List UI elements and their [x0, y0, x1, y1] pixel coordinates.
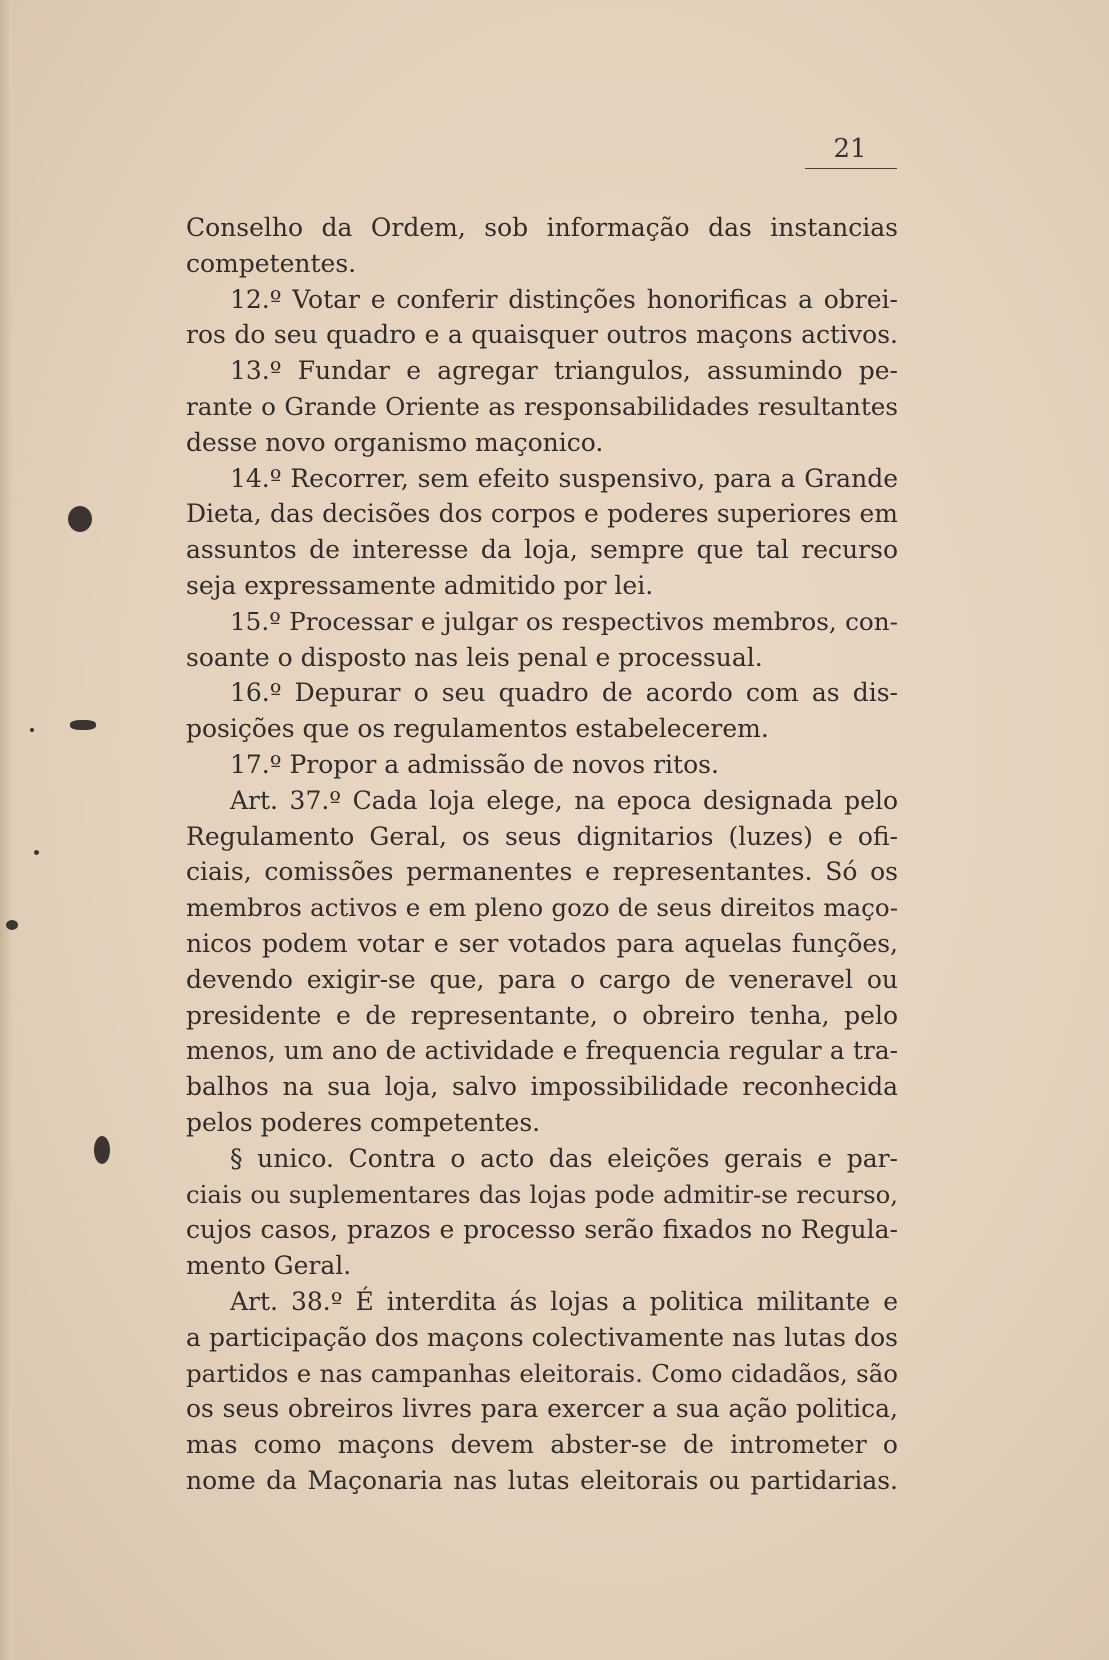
text-line: menos, um ano de actividade e frequencia regular a tra- [186, 1036, 898, 1066]
text-line: 16.º Depurar o seu quadro de acordo com as dis- [230, 678, 898, 708]
text-line: Art. 37.º Cada loja elege, na epoca designada pelo [230, 785, 898, 815]
ink-blot-1 [68, 506, 92, 532]
text-line: devendo exigir-se que, para o cargo de veneravel ou [186, 964, 898, 994]
text-line: posições que os regulamentos estabelecerem. [186, 714, 769, 744]
text-line: assuntos de interesse da loja, sempre que tal recurso [186, 535, 898, 565]
text-line: os seus obreiros livres para exercer a sua ação politica, [186, 1394, 898, 1424]
text-line: mas como maçons devem abster-se de intrometer o [186, 1430, 898, 1460]
page-number: 21 [833, 134, 867, 164]
page-number-rule [805, 168, 897, 169]
body-text [186, 210, 898, 1499]
text-line: partidos e nas campanhas eleitorais. Como cidadãos, são [186, 1358, 898, 1388]
text-line: seja expressamente admitido por lei. [186, 570, 654, 600]
text-line: Regulamento Geral, os seus dignitarios (luzes) e ofi- [186, 821, 898, 851]
text-line: cujos casos, prazos e processo serão fixados no Regula- [186, 1215, 898, 1245]
text-line: mento Geral. [186, 1251, 352, 1281]
ink-blot-2 [70, 720, 96, 730]
text-line: Dieta, das decisões dos corpos e poderes superiores em [186, 499, 898, 529]
text-line: 12.º Votar e conferir distinções honorificas a obrei- [230, 284, 898, 314]
text-line: 15.º Processar e julgar os respectivos membros, con- [230, 606, 898, 636]
text-line: ciais, comissões permanentes e representantes. Só os [186, 857, 898, 887]
text-line: rante o Grande Oriente as responsabilidades resultantes [186, 391, 898, 421]
text-line: 14.º Recorrer, sem efeito suspensivo, para a Grande [230, 463, 898, 493]
ink-dot-2 [30, 728, 34, 732]
ink-blot-4 [6, 920, 18, 930]
text-line: pelos poderes competentes. [186, 1107, 541, 1137]
text-line: nicos podem votar e ser votados para aquelas funções, [186, 928, 898, 958]
text-line: balhos na sua loja, salvo impossibilidade reconhecida [186, 1072, 898, 1102]
text-line: soante o disposto nas leis penal e processual. [186, 642, 763, 672]
text-line: Conselho da Ordem, sob informação das instancias [186, 213, 898, 242]
text-line: ciais ou suplementares das lojas pode admitir-se recurso, [186, 1179, 898, 1209]
page-left-edge [0, 0, 14, 1660]
text-line: ros do seu quadro e a quaisquer outros maçons activos. [186, 320, 898, 350]
text-line: 13.º Fundar e agregar triangulos, assumindo pe- [230, 356, 898, 386]
text-line: presidente e de representante, o obreiro tenha, pelo [186, 1000, 898, 1030]
text-line: a participação dos maçons colectivamente nas lutas dos [186, 1322, 898, 1352]
text-line: § unico. Contra o acto das eleições gerais e par- [230, 1143, 898, 1173]
ink-dot-1 [34, 850, 39, 855]
text-line: nome da Maçonaria nas lutas eleitorais ou partidarias. [186, 1465, 898, 1495]
ink-blot-3 [94, 1136, 110, 1164]
text-line: 17.º Propor a admissão de novos ritos. [230, 749, 719, 779]
text-line: desse novo organismo maçonico. [186, 427, 604, 457]
text-line: competentes. [186, 248, 357, 278]
text-line: Art. 38.º É interdita ás lojas a politica militante e [230, 1286, 898, 1316]
text-line: membros activos e em pleno gozo de seus direitos maço- [186, 893, 898, 923]
